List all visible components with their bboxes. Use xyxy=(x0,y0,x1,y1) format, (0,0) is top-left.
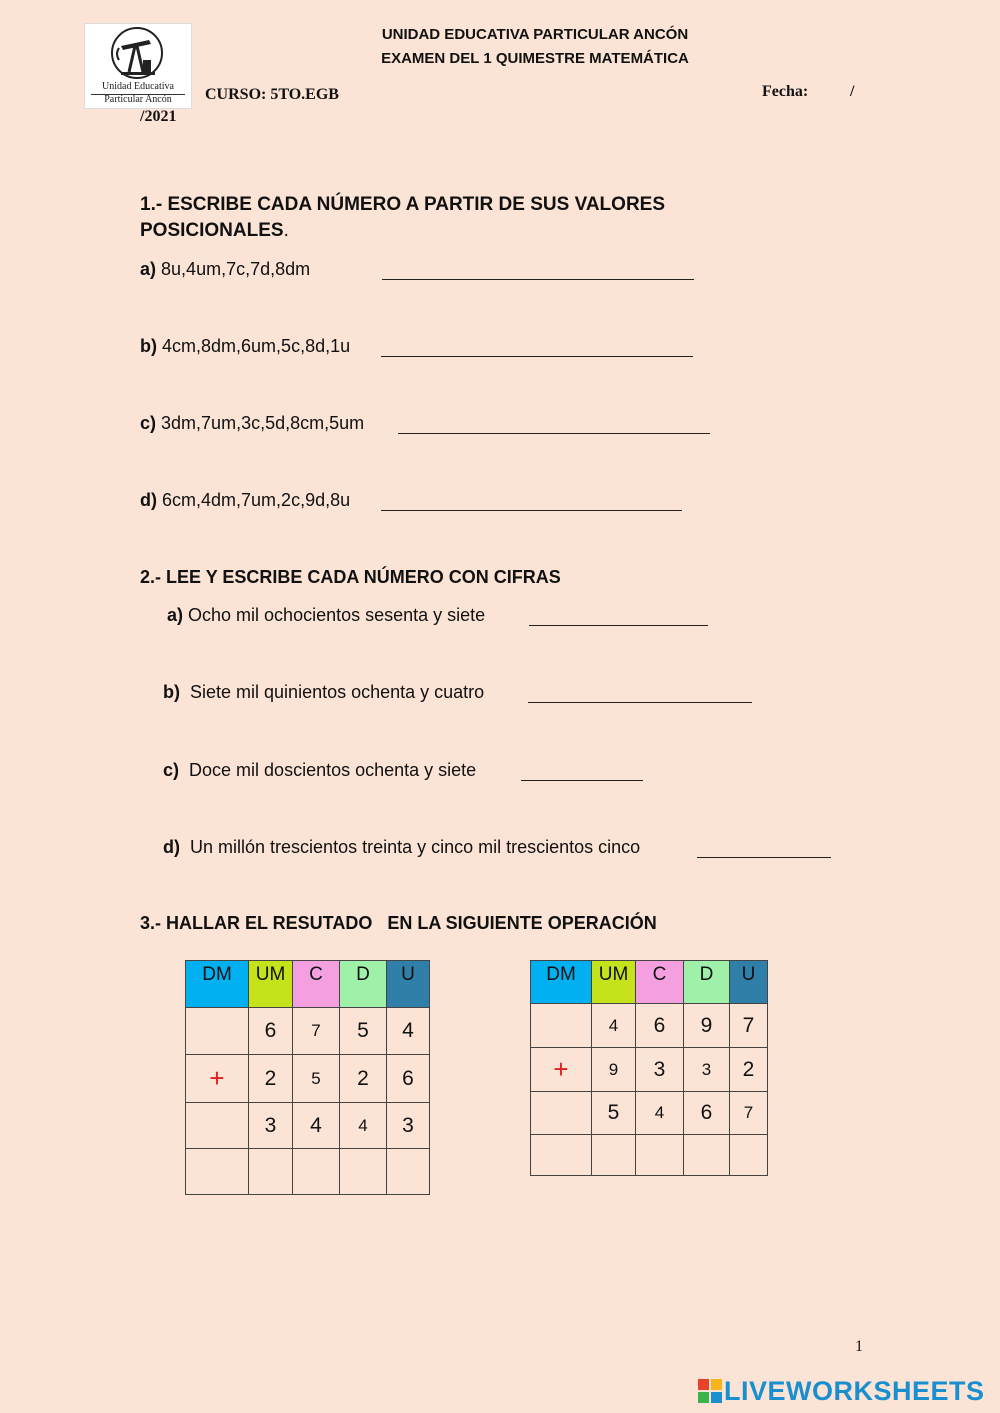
item-text: 4cm,8dm,6um,5c,8d,1u xyxy=(162,336,351,356)
section2-title: 2.- LEE Y ESCRIBE CADA NÚMERO CON CIFRAS xyxy=(140,567,561,587)
table-row xyxy=(186,1103,430,1149)
cell: 3 xyxy=(636,1048,684,1092)
cell xyxy=(186,1103,249,1149)
item-text: 6cm,4dm,7um,2c,9d,8u xyxy=(162,490,351,510)
answer-cell[interactable] xyxy=(592,1135,636,1176)
school-logo xyxy=(84,23,192,109)
liveworksheets-icon xyxy=(698,1379,722,1403)
item-letter: a) xyxy=(140,259,157,279)
table-row xyxy=(186,1055,430,1103)
liveworksheets-logo xyxy=(698,1376,985,1407)
table-row xyxy=(531,1048,768,1092)
item-text: 8u,4um,7c,7d,8dm xyxy=(161,259,311,279)
answer-cell[interactable] xyxy=(684,1135,730,1176)
cell: 6 xyxy=(636,1004,684,1048)
date-separator: / xyxy=(850,83,855,100)
header-c: C xyxy=(293,961,340,1008)
cell xyxy=(186,1008,249,1055)
table-row xyxy=(186,1008,430,1055)
section1-title-line2 xyxy=(140,220,289,242)
header-dm: DM xyxy=(531,961,592,1004)
oil-pump-icon xyxy=(85,24,189,82)
section1-item-c xyxy=(140,413,364,434)
section3-title: 3.- HALLAR EL RESUTADO EN LA SIGUIENTE OPERACIÓN xyxy=(140,913,657,933)
header-d: D xyxy=(684,961,730,1004)
answer-cell[interactable] xyxy=(186,1149,249,1195)
answer-cell[interactable] xyxy=(293,1149,340,1195)
date-year: /2021 xyxy=(140,108,177,125)
section2-item-b xyxy=(163,682,484,703)
section2-item-d xyxy=(163,837,640,858)
cell: 3 xyxy=(684,1048,730,1092)
page-number: 1 xyxy=(855,1338,863,1355)
table-row xyxy=(531,1092,768,1135)
item-letter: d) xyxy=(140,490,157,510)
exam-title: EXAMEN DEL 1 QUIMESTRE MATEMÁTICA xyxy=(381,50,689,67)
answer-cell[interactable] xyxy=(531,1135,592,1176)
cell: 2 xyxy=(730,1048,768,1092)
answer-blank-1a[interactable] xyxy=(382,263,694,280)
item-text: Doce mil doscientos ochenta y siete xyxy=(189,760,477,780)
cell xyxy=(531,1092,592,1135)
table-header-row xyxy=(531,961,768,1004)
header-c: C xyxy=(636,961,684,1004)
item-text: Un millón trescientos treinta y cinco mil trescientos cinco xyxy=(190,837,641,857)
addition-table-1 xyxy=(185,960,430,1195)
brand-text: LIVEWORKSHEETS xyxy=(724,1376,985,1406)
cell: 4 xyxy=(636,1092,684,1135)
header-u: U xyxy=(730,961,768,1004)
answer-blank-2c[interactable] xyxy=(521,764,643,781)
plus-sign: + xyxy=(186,1055,249,1103)
section1-title-line1: 1.- ESCRIBE CADA NÚMERO A PARTIR DE SUS VALORES xyxy=(140,194,666,215)
answer-cell[interactable] xyxy=(730,1135,768,1176)
cell: 3 xyxy=(387,1103,430,1149)
table-answer-row xyxy=(531,1135,768,1176)
cell: 7 xyxy=(293,1008,340,1055)
logo-caption-line2: Particular Ancón xyxy=(104,94,172,105)
cell: 4 xyxy=(340,1103,387,1149)
cell: 7 xyxy=(730,1004,768,1048)
item-letter: a) xyxy=(167,605,184,625)
section1-item-d xyxy=(140,490,350,511)
header-dm: DM xyxy=(186,961,249,1008)
header-u: U xyxy=(387,961,430,1008)
answer-blank-1b[interactable] xyxy=(381,340,693,357)
answer-cell[interactable] xyxy=(636,1135,684,1176)
cell xyxy=(531,1004,592,1048)
item-text: 3dm,7um,3c,5d,8cm,5um xyxy=(161,413,365,433)
answer-blank-2b[interactable] xyxy=(528,686,752,703)
cell: 4 xyxy=(592,1004,636,1048)
item-letter: c) xyxy=(163,760,180,780)
cell: 4 xyxy=(387,1008,430,1055)
cell: 5 xyxy=(293,1055,340,1103)
header-um: UM xyxy=(592,961,636,1004)
cell: 6 xyxy=(684,1092,730,1135)
cell: 9 xyxy=(592,1048,636,1092)
answer-blank-2a[interactable] xyxy=(529,609,708,626)
item-letter: d) xyxy=(163,837,180,857)
plus-sign: + xyxy=(531,1048,592,1092)
school-name: UNIDAD EDUCATIVA PARTICULAR ANCÓN xyxy=(381,26,689,43)
cell: 2 xyxy=(340,1055,387,1103)
section1-title-word: POSICIONALES xyxy=(140,220,284,241)
section1-title-dot: . xyxy=(283,220,289,241)
cell: 4 xyxy=(293,1103,340,1149)
header-um: UM xyxy=(249,961,293,1008)
cell: 5 xyxy=(340,1008,387,1055)
cell: 6 xyxy=(387,1055,430,1103)
addition-table-2 xyxy=(530,960,768,1176)
section2-item-a xyxy=(167,605,485,626)
item-text: Siete mil quinientos ochenta y cuatro xyxy=(190,682,485,702)
logo-caption-line1: Unidad Educativa xyxy=(102,81,174,92)
answer-cell[interactable] xyxy=(340,1149,387,1195)
answer-blank-1d[interactable] xyxy=(381,494,682,511)
item-letter: b) xyxy=(163,682,180,702)
cell: 7 xyxy=(730,1092,768,1135)
course-label: CURSO: 5TO.EGB xyxy=(205,86,339,103)
cell: 5 xyxy=(592,1092,636,1135)
answer-cell[interactable] xyxy=(387,1149,430,1195)
item-letter: b) xyxy=(140,336,157,356)
answer-blank-1c[interactable] xyxy=(398,417,710,434)
section2-item-c xyxy=(163,760,476,781)
table-answer-row xyxy=(186,1149,430,1195)
item-letter: c) xyxy=(140,413,157,433)
section1-item-b xyxy=(140,336,350,357)
header-d: D xyxy=(340,961,387,1008)
cell: 9 xyxy=(684,1004,730,1048)
section1-item-a xyxy=(140,259,310,280)
table-row xyxy=(531,1004,768,1048)
answer-cell[interactable] xyxy=(249,1149,293,1195)
table-header-row xyxy=(186,961,430,1008)
cell: 3 xyxy=(249,1103,293,1149)
answer-blank-2d[interactable] xyxy=(697,841,831,858)
cell: 6 xyxy=(249,1008,293,1055)
date-label: Fecha: xyxy=(762,83,809,100)
item-text: Ocho mil ochocientos sesenta y siete xyxy=(188,605,486,625)
cell: 2 xyxy=(249,1055,293,1103)
